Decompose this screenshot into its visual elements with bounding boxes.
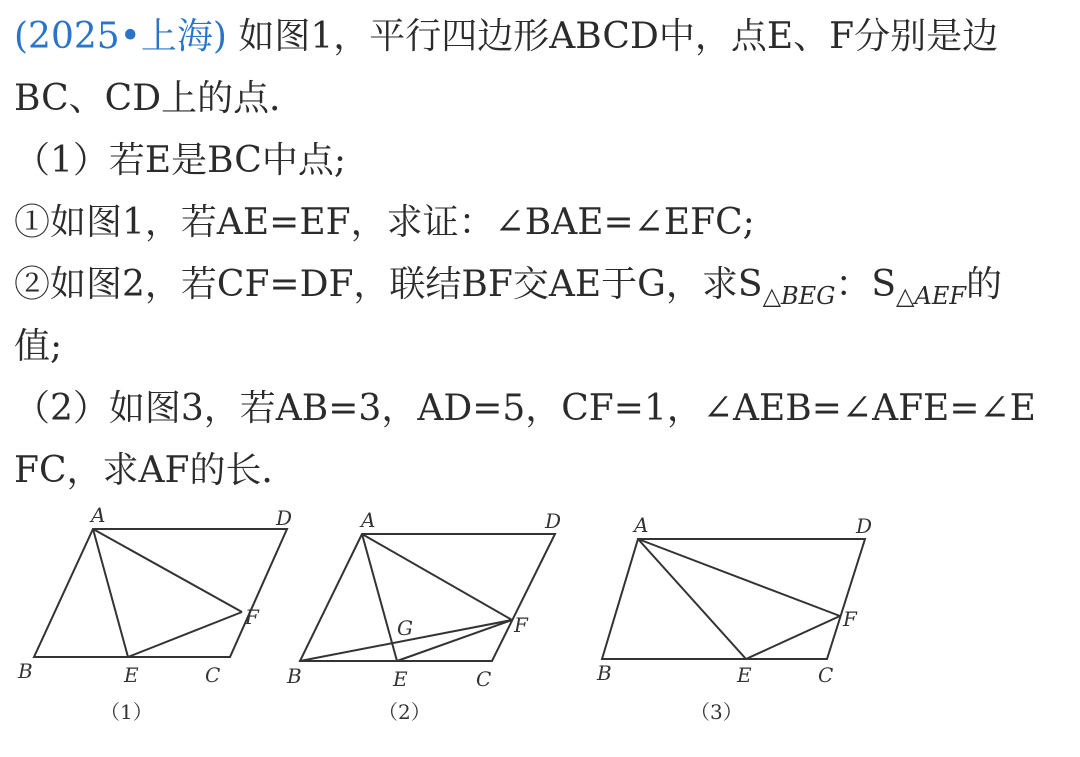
fig1-parallelogram xyxy=(34,529,287,657)
fig2-label-f: F xyxy=(514,613,528,637)
fig1-label-a: A xyxy=(91,503,106,527)
problem-line-1: (2025•上海) 如图1，平行四边形ABCD中，点E、F分别是边 xyxy=(14,16,999,57)
fig2-label-g: G xyxy=(397,616,413,640)
fig1-segment-ef xyxy=(128,612,242,657)
fig1-label-c: C xyxy=(205,663,221,687)
fig1-label-e: E xyxy=(124,663,139,687)
fig3-segment-af xyxy=(638,539,840,616)
problem-text xyxy=(14,10,1070,506)
fig1-label-b: B xyxy=(18,659,33,683)
problem-line-2: BC、CD上的点． xyxy=(14,78,306,119)
fig2-parallelogram xyxy=(300,534,555,661)
fig3-label-e: E xyxy=(737,663,752,687)
fig3-label-a: A xyxy=(634,513,649,537)
fig2-segment-ae xyxy=(362,534,397,661)
fig2-label-e: E xyxy=(393,667,408,691)
fig2-caption: （2） xyxy=(378,700,431,724)
fig3-label-b: B xyxy=(597,661,612,685)
fig3-caption: （3） xyxy=(690,700,743,724)
problem-line-7: （2）如图3，若AB=3，AD=5，CF=1，∠AEB=∠AFE=∠E xyxy=(14,388,1036,429)
fig1-label-f: F xyxy=(245,605,259,629)
figures-svg xyxy=(0,500,1080,740)
fig1-segment-af xyxy=(93,529,242,612)
fig3-segment-ae xyxy=(638,539,746,659)
figure-1 xyxy=(34,529,287,657)
fig3-label-d: D xyxy=(856,514,873,538)
problem-line-6: 值; xyxy=(14,326,63,367)
fig3-segment-ef xyxy=(746,616,840,659)
problem-line-5: ②如图2，若CF=DF，联结BF交AE于G，求$S_{\triangle BEG}$：$S_{\triangle AEF}$的 xyxy=(14,264,1003,310)
problem-line-4: ①如图1，若AE=EF，求证：∠BAE=∠EFC; xyxy=(14,202,755,243)
fig3-parallelogram xyxy=(602,539,865,659)
source-tag: (2025•上海) xyxy=(14,16,227,57)
figure-2 xyxy=(300,534,555,661)
geometry-figures xyxy=(0,500,1080,740)
fig2-label-c: C xyxy=(476,667,492,691)
fig3-label-f: F xyxy=(843,607,857,631)
fig2-label-a: A xyxy=(361,508,376,532)
figure-3 xyxy=(602,539,865,659)
fig2-label-b: B xyxy=(287,664,302,688)
fig1-segment-ae xyxy=(93,529,128,657)
problem-line-8: FC，求AF的长． xyxy=(14,450,298,491)
problem-line-3: （1）若E是BC中点; xyxy=(14,140,346,181)
fig2-segment-af xyxy=(362,534,512,620)
fig3-label-c: C xyxy=(818,663,834,687)
fig1-label-d: D xyxy=(276,506,293,530)
fig2-label-d: D xyxy=(545,509,562,533)
fig1-caption: （1） xyxy=(100,700,153,724)
